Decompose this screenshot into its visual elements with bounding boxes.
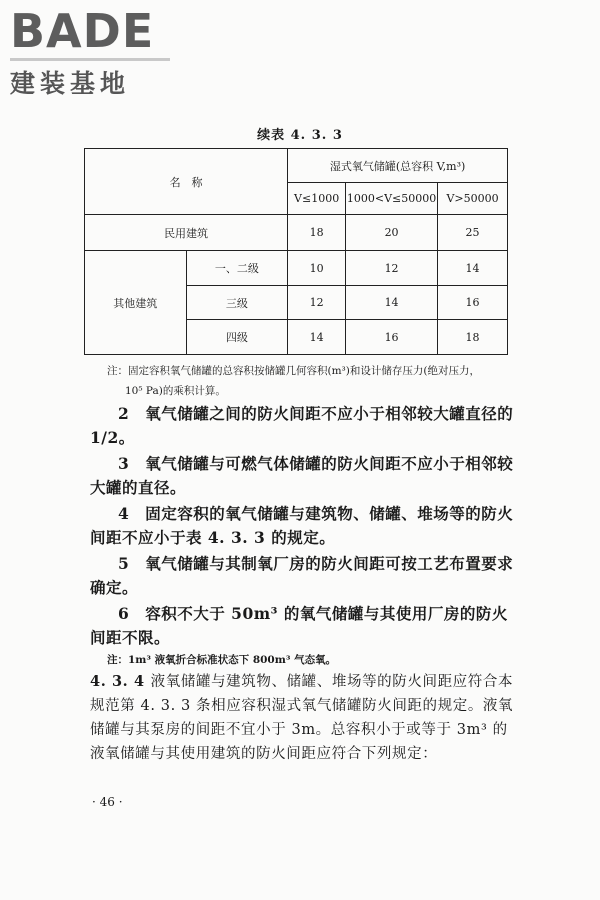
clause-number: 4. 3. 4 xyxy=(90,673,145,690)
clause-4-3-4 xyxy=(90,670,520,766)
grade-label: 四级 xyxy=(186,320,288,355)
table-cell: 18 xyxy=(438,320,508,355)
bade-logo xyxy=(10,6,185,100)
logo-divider xyxy=(10,58,170,61)
page-number: · 46 · xyxy=(92,795,123,809)
table-cell: 14 xyxy=(438,251,508,286)
table-note-line-1: 注：固定容积氧气储罐的总容积按储罐几何容积(m³)和设计储存压力(绝对压力， xyxy=(107,365,480,377)
table-cell: 12 xyxy=(346,251,438,286)
table-cell: 25 xyxy=(438,215,508,251)
clause-items xyxy=(90,402,520,652)
clause-item: 2 氧气储罐之间的防火间距不应小于相邻较大罐直径的1/2。 xyxy=(90,404,514,447)
table-caption: 续表 4. 3. 3 xyxy=(257,128,343,143)
clause-text: 液氧储罐与建筑物、储罐、堆场等的防火间距应符合本规范第 4. 3. 3 条相应容积湿式氧气储罐防火间距的规定。液氧储罐与其泵房的间距不宜小于 3m。总容积小于或等于 3m³ 的液氧储罐与其使用建筑的防火间距应符合下列规定： xyxy=(90,674,514,762)
table-cell: 12 xyxy=(288,286,346,320)
table-cell: 10 xyxy=(288,251,346,286)
clause-item: 6 容积不大于 50m³ 的氧气储罐与其使用厂房的防火间距不限。 xyxy=(90,604,508,647)
grade-label: 一、二级 xyxy=(186,251,288,286)
table-cell: 18 xyxy=(288,215,346,251)
header-col-1: V≤1000 xyxy=(288,183,346,215)
table-note xyxy=(107,361,517,401)
logo-subtitle: 建装基地 xyxy=(10,69,131,98)
table-cell: 16 xyxy=(346,320,438,355)
grade-label: 三级 xyxy=(186,286,288,320)
row-other-label: 其他建筑 xyxy=(85,251,187,355)
table-cell: 16 xyxy=(438,286,508,320)
logo-wordmark: BADE xyxy=(10,4,155,58)
header-col-3: V>50000 xyxy=(438,183,508,215)
header-name: 名 称 xyxy=(85,149,288,215)
table-note-line-2: 10⁵ Pa)的乘积计算。 xyxy=(125,385,226,397)
row-civil-label: 民用建筑 xyxy=(85,215,288,251)
header-col-2: 1000<V≤50000 xyxy=(346,183,438,215)
table-cell: 14 xyxy=(346,286,438,320)
fire-distance-table xyxy=(84,148,508,355)
header-group: 湿式氧气储罐(总容积 V,m³) xyxy=(288,149,508,183)
table-cell: 20 xyxy=(346,215,438,251)
clause-item: 3 氧气储罐与可燃气体储罐的防火间距不应小于相邻较大罐的直径。 xyxy=(90,454,514,497)
table-cell: 14 xyxy=(288,320,346,355)
items-note: 注：1m³ 液氧折合标准状态下 800m³ 气态氧。 xyxy=(107,654,337,666)
clause-item: 4 固定容积的氧气储罐与建筑物、储罐、堆场等的防火间距不应小于表 4. 3. 3 的规定。 xyxy=(90,504,514,547)
clause-item: 5 氧气储罐与其制氧厂房的防火间距可按工艺布置要求确定。 xyxy=(90,554,514,597)
